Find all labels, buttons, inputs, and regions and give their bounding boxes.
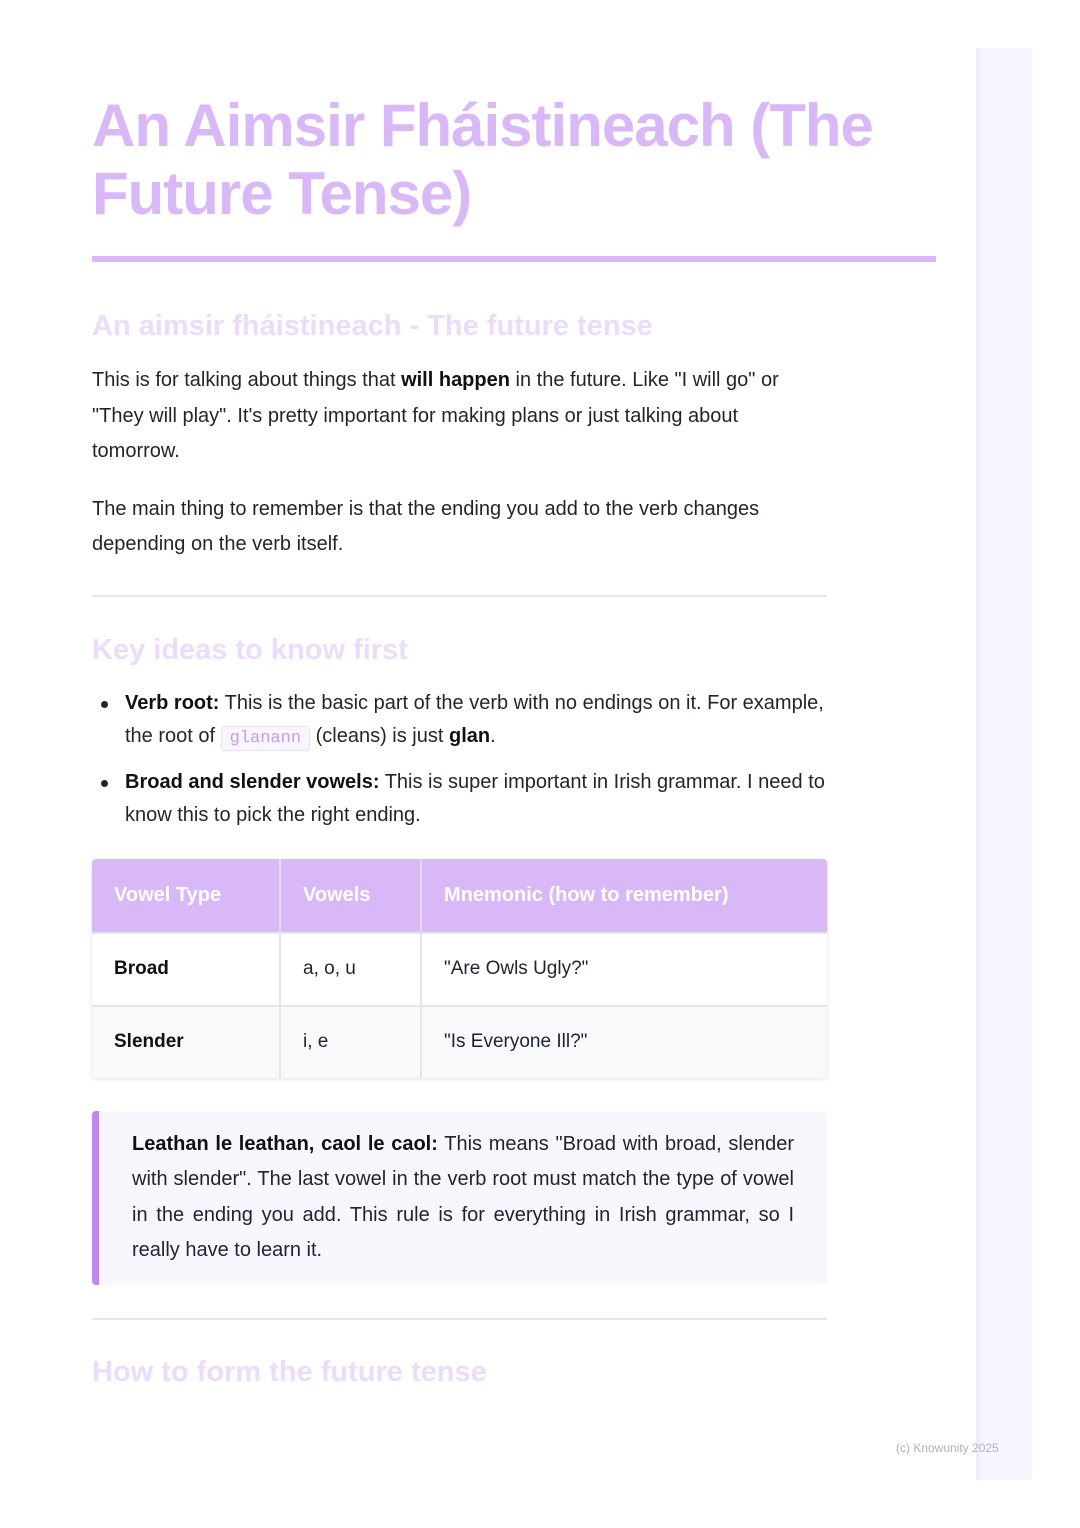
table-cell: a, o, u	[280, 933, 421, 1006]
ending-paragraph: The main thing to remember is that the ending you add to the verb changes depending on the verb itself.	[92, 497, 760, 555]
callout-term: Leathan le leathan, caol le caol:	[132, 1132, 438, 1155]
intro-text-end: in the future. Like "I will go" or "They will play". It's pretty important for making plans or just talking about tomorrow.	[92, 369, 779, 462]
callout-text	[132, 1127, 794, 1269]
table-cell: Broad	[92, 933, 280, 1006]
table-cell: "Are Owls Ugly?"	[421, 933, 827, 1006]
page-side-strip	[976, 48, 1032, 1480]
section-heading-how-to-form: How to form the future tense	[92, 1355, 487, 1388]
term-verb-root: Verb root:	[125, 691, 220, 714]
table-row	[92, 1006, 827, 1078]
intro-text-start: This is for talking about things that	[92, 369, 402, 391]
table-cell: i, e	[280, 1006, 421, 1078]
list-text: .	[490, 724, 496, 747]
table-header-row	[92, 859, 827, 933]
term-broad-slender: Broad and slender vowels:	[125, 770, 380, 793]
document-page	[92, 92, 936, 1390]
section-heading-future-tense: An aimsir fháistineach - The future tense	[92, 310, 653, 342]
intro-emphasis: will happen	[401, 369, 510, 391]
list-text: This is super important in Irish grammar. I need to know this to pick the right ending.	[125, 770, 825, 826]
inline-code: glanann	[221, 726, 310, 751]
list-item	[92, 766, 827, 832]
bold-word: glan	[448, 724, 491, 747]
intro-paragraph	[92, 363, 827, 470]
page-title: An Aimsir Fháistineach (The Future Tense)	[92, 92, 873, 227]
section-heading-key-ideas: Key ideas to know first	[92, 633, 408, 666]
key-ideas-list	[92, 687, 827, 832]
table-row	[92, 933, 827, 1006]
bullet-icon	[101, 780, 108, 787]
section-divider	[92, 1318, 827, 1320]
column-header: Vowels	[280, 859, 421, 933]
content-column	[92, 308, 827, 1390]
table-cell: Slender	[92, 1006, 280, 1078]
list-text: This is the basic part of the verb with no endings on it. For example, the root of	[125, 691, 824, 747]
column-header: Vowel Type	[92, 859, 280, 933]
copyright-footer: (c) Knowunity 2025	[896, 1441, 999, 1455]
table-cell: "Is Everyone Ill?"	[421, 1006, 827, 1078]
section-divider	[92, 595, 827, 597]
vowel-table	[92, 859, 827, 1078]
list-text: (cleans) is just	[310, 724, 449, 747]
callout-body: This means "Broad with broad, slender with slender". The last vowel in the verb root must match the type of vowel in the ending you add. This rule is for everything in Irish grammar, so I really have to learn it.	[132, 1132, 794, 1261]
list-item	[92, 687, 827, 755]
rule-callout	[92, 1111, 827, 1285]
title-underline	[92, 256, 936, 262]
column-header: Mnemonic (how to remember)	[421, 859, 827, 933]
bullet-icon	[101, 701, 108, 708]
